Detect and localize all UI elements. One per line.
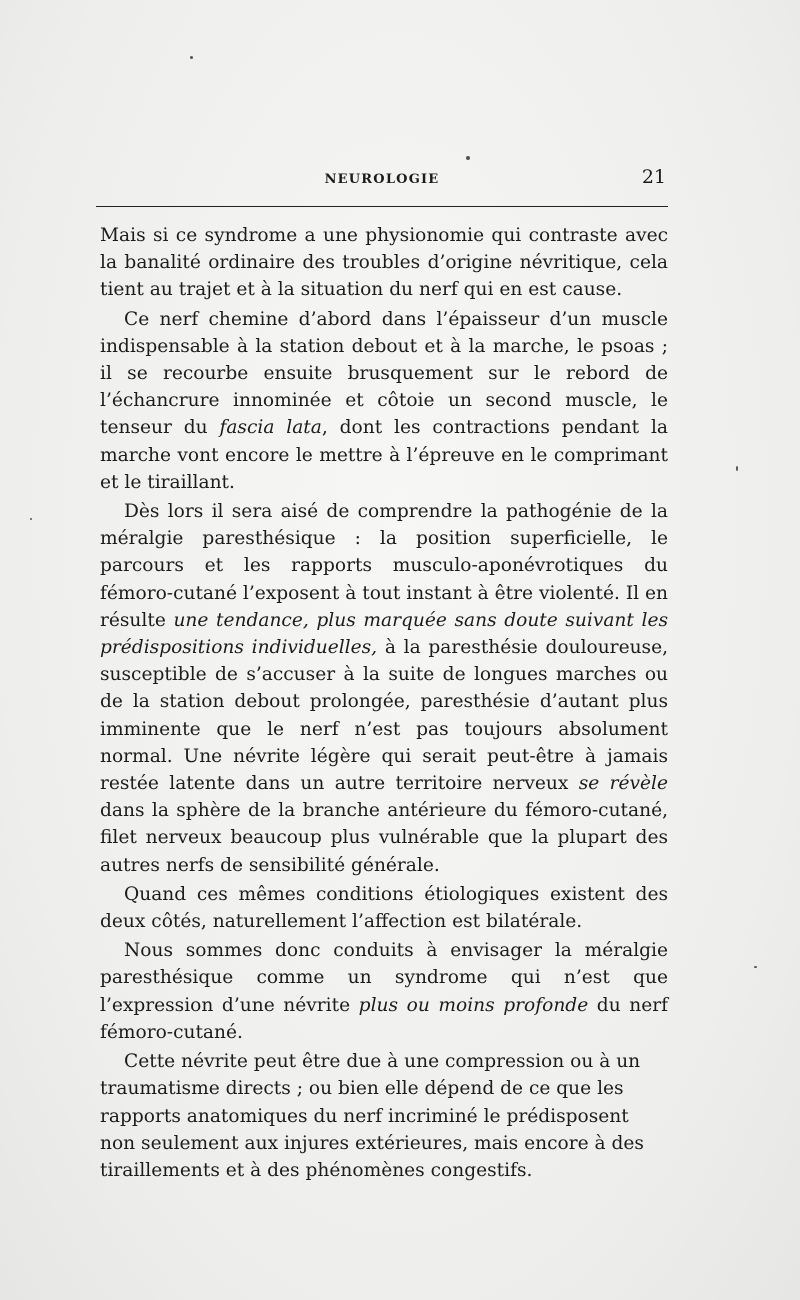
paragraph-text: , dont les contractions pendant la marche vont encore le mettre à l’épreuve en le comprimant et le tiraillant. xyxy=(100,417,668,493)
paragraph-text: Nous sommes donc conduits à envisager la méralgie paresthésique comme un syndrome qui n’est que l’expression d’une névrite xyxy=(100,940,668,1016)
italic-text: fascia lata xyxy=(219,417,322,439)
paragraph-text: Ce nerf chemine d’abord dans l’épaisseur d’un muscle indispensable à la station debout et à la marche, le psoas ; il se recourbe ensuite brusquement sur le rebord de l’échancrure innominée et côtoie un second muscle, le tenseur du xyxy=(100,308,668,439)
paragraph-text: du nerf fémoro-cutané. xyxy=(100,994,669,1043)
paragraph-text: Mais si ce syndrome a une physionomie qui contraste avec la banalité ordinaire des troubles d’origine névritique, cela tient au trajet et à la situation du nerf qui en est cause. xyxy=(100,225,668,301)
italic-text: plus ou moins profonde xyxy=(358,994,589,1016)
running-head: NEUROLOGIE xyxy=(324,172,440,187)
page-speck xyxy=(30,518,32,520)
body-text xyxy=(100,222,668,1186)
paragraph xyxy=(100,498,668,879)
header-rule xyxy=(96,206,668,207)
page-number: 21 xyxy=(641,166,666,188)
paragraph xyxy=(100,1048,668,1184)
paragraph-text: Dès lors il sera aisé de comprendre la pathogénie de la méralgie paresthésique : la position superficielle, le parcours et les rapports musculo-aponévrotiques du fémoro-cutané l’exposent à tout instant à être violenté. Il en résulte xyxy=(100,501,668,631)
paragraph-text: à la paresthésie douloureuse, susceptible de s’accuser à la suite de longues marches ou de la station debout prolongée, paresthésie d’autant plus imminente que le nerf n’est pas toujours absolument normal. Une névrite légère qui serait peut-être à jamais restée latente dans un autre territoire nerveux xyxy=(100,637,669,795)
paragraph xyxy=(100,881,668,935)
page-speck xyxy=(190,56,193,59)
paragraph-text: Quand ces mêmes conditions étiologiques existent des deux côtés, naturellement l’affection est bilatérale. xyxy=(100,883,668,933)
page-header xyxy=(96,166,668,196)
paragraph-text: dans la sphère de la branche antérieure du fémoro-cutané, filet nerveux beaucoup plus vulnérable que la plupart des autres nerfs de sensibilité générale. xyxy=(100,800,668,876)
page-speck xyxy=(754,966,757,968)
paragraph xyxy=(100,306,668,496)
paragraph-text: Cette névrite peut être due à une compression ou à un traumatisme directs ; ou bien elle dépend de ce que les rapports anatomiques du nerf incriminé le prédisposent non seulement aux injures extérieures, mais encore à des tiraillements et à des phénomènes congestifs. xyxy=(100,1051,644,1181)
paragraph xyxy=(100,937,668,1046)
italic-text: une tendance, plus marquée sans doute suivant les prédispositions individuelles, xyxy=(100,609,668,659)
page-speck xyxy=(736,466,738,471)
paragraph xyxy=(100,222,668,304)
italic-text: se révèle xyxy=(578,773,668,795)
page-speck xyxy=(466,156,470,160)
